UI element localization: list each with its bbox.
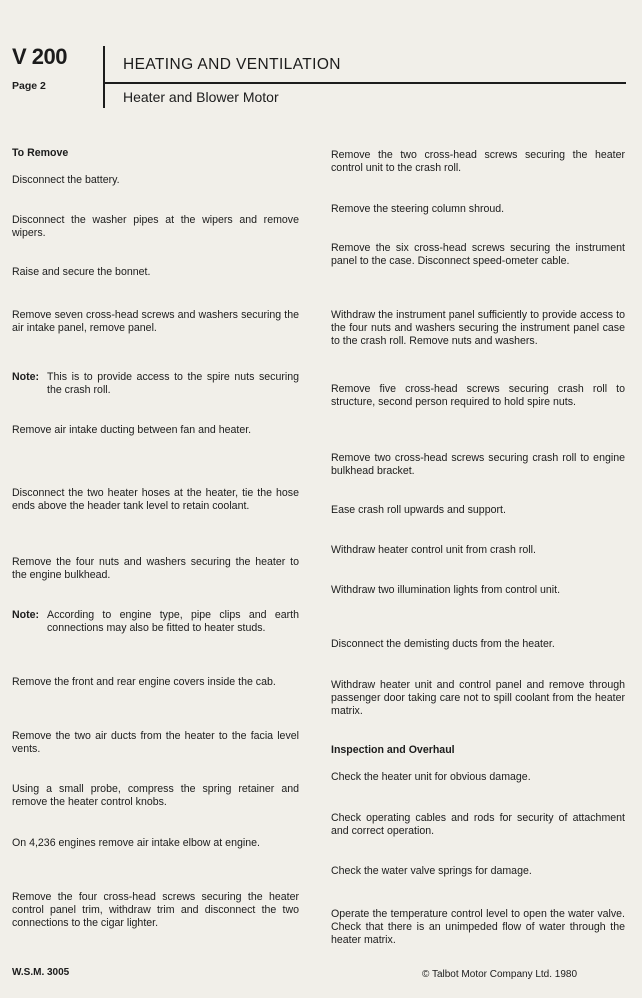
step-paragraph: On 4,236 engines remove air intake elbow at engine.: [12, 837, 260, 849]
step-paragraph: Remove the two air ducts from the heater to the facia level vents.: [12, 730, 299, 755]
copyright-notice: © Talbot Motor Company Ltd. 1980: [422, 969, 578, 980]
note-block: [12, 609, 299, 635]
step-paragraph: Remove the steering column shroud.: [331, 203, 505, 215]
step-paragraph: Using a small probe, compress the spring retainer and remove the heater control knobs.: [12, 783, 299, 808]
check-paragraph: Check the heater unit for obvious damage.: [331, 771, 531, 783]
model-number: V 200: [12, 44, 67, 69]
step-paragraph: Remove seven cross-head screws and washers securing the air intake panel, remove panel.: [12, 309, 299, 334]
step-paragraph: Remove the six cross-head screws securing the instrument panel to the case. Disconnect speed-ometer cable.: [331, 242, 625, 267]
step-paragraph: Remove the four nuts and washers securing the heater to the engine bulkhead.: [12, 556, 299, 581]
to-remove-heading: To Remove: [12, 147, 69, 159]
step-paragraph: Withdraw two illumination lights from control unit.: [331, 584, 561, 596]
header-vertical-rule: [103, 46, 105, 108]
note-label: Note:: [12, 371, 40, 383]
step-paragraph: Ease crash roll upwards and support.: [331, 504, 506, 516]
header-horizontal-rule: [104, 82, 626, 84]
step-paragraph: Raise and secure the bonnet.: [12, 266, 151, 278]
step-paragraph: Withdraw heater control unit from crash roll.: [331, 544, 536, 556]
step-paragraph: Disconnect the demisting ducts from the heater.: [331, 638, 555, 650]
step-paragraph: Disconnect the washer pipes at the wipers and remove wipers.: [12, 214, 299, 239]
step-paragraph: Withdraw the instrument panel sufficiently to provide access to the four nuts and washers securing the instrument panel case to the crash roll. Remove nuts and washers.: [331, 309, 625, 347]
step-paragraph: Disconnect the two heater hoses at the heater, tie the hose ends above the header tank level to retain coolant.: [12, 487, 299, 512]
check-paragraph: Operate the temperature control level to open the water valve. Check that there is an unimpeded flow of water through the heater matrix.: [331, 908, 625, 946]
step-paragraph: Remove five cross-head screws securing crash roll to structure, second person required to hold spire nuts.: [331, 383, 625, 408]
note-block: [12, 371, 299, 397]
note-text: This is to provide access to the spire nuts securing the crash roll.: [47, 371, 299, 396]
note-label: Note:: [12, 609, 40, 621]
step-paragraph: Remove air intake ducting between fan and heater.: [12, 424, 252, 436]
check-paragraph: Check operating cables and rods for security of attachment and correct operation.: [331, 812, 625, 837]
section-subtitle: Heater and Blower Motor: [123, 89, 279, 105]
document-reference: W.S.M. 3005: [12, 967, 70, 978]
step-paragraph: Disconnect the battery.: [12, 174, 120, 186]
inspection-heading: Inspection and Overhaul: [331, 744, 455, 756]
step-paragraph: Remove the four cross-head screws securing the heater control panel trim, withdraw trim and disconnect the two connections to the cigar lighter.: [12, 891, 299, 929]
step-paragraph: Withdraw heater unit and control panel and remove through passenger door taking care not to spill coolant from the heater matrix.: [331, 679, 625, 717]
section-title: HEATING AND VENTILATION: [123, 56, 341, 73]
note-text: According to engine type, pipe clips and earth connections may also be fitted to heater studs.: [47, 609, 299, 634]
page-number: Page 2: [12, 80, 46, 92]
step-paragraph: Remove the front and rear engine covers inside the cab.: [12, 676, 276, 688]
check-paragraph: Check the water valve springs for damage.: [331, 865, 532, 877]
step-paragraph: Remove the two cross-head screws securing the heater control unit to the crash roll.: [331, 149, 625, 174]
step-paragraph: Remove two cross-head screws securing crash roll to engine bulkhead bracket.: [331, 452, 625, 477]
